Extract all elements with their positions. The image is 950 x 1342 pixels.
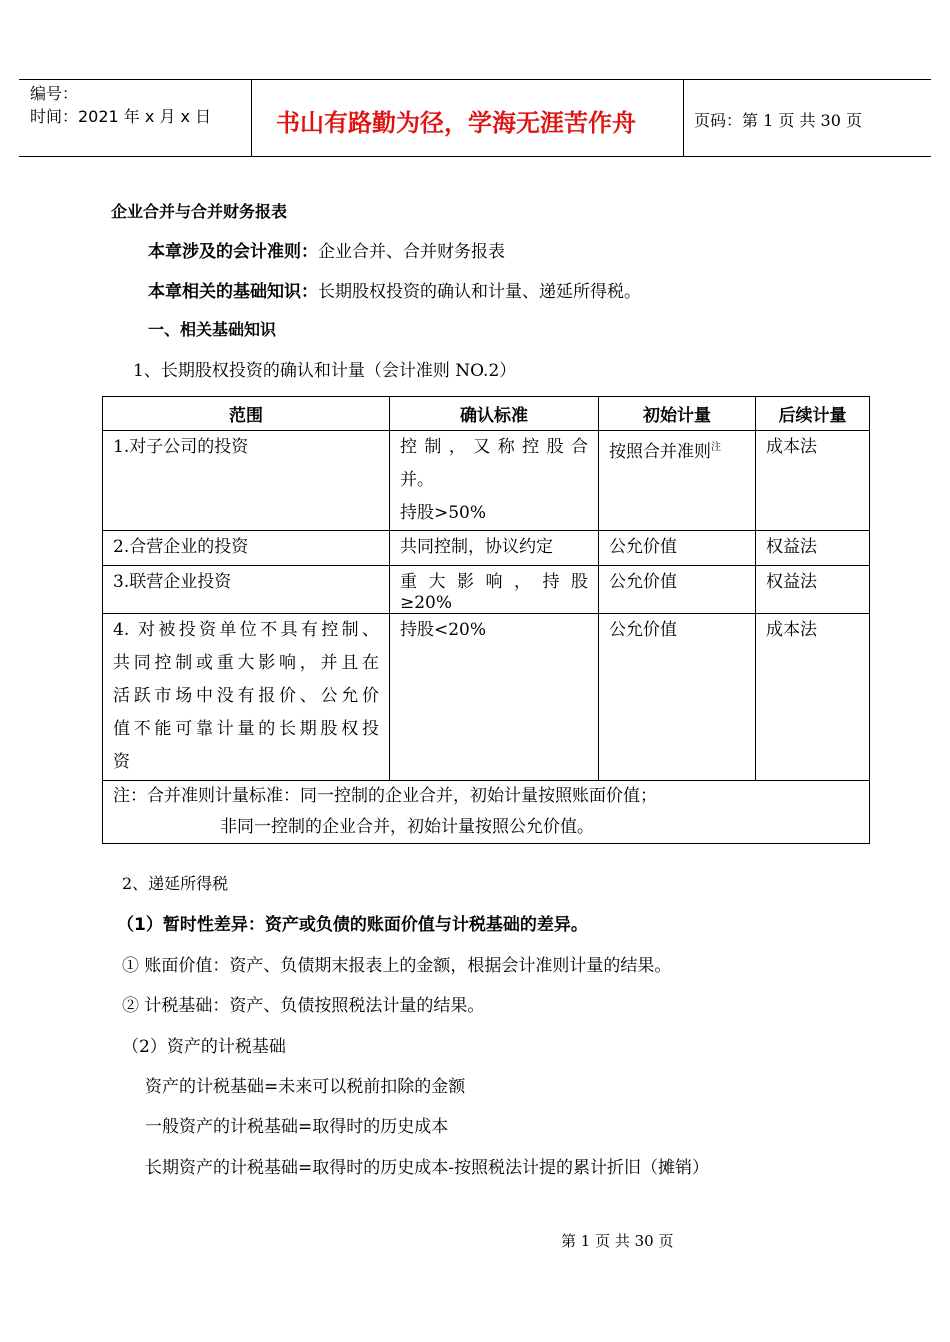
table-note-row bbox=[103, 781, 870, 844]
formula-asset-tax-basis: 资产的计税基础=未来可以税前扣除的金额 bbox=[145, 1077, 466, 1097]
investment-table bbox=[102, 396, 870, 844]
table-cell-scope bbox=[103, 566, 390, 614]
table-header-row bbox=[103, 397, 870, 431]
cell-text: ≥20% bbox=[400, 593, 453, 613]
table-cell-criteria bbox=[390, 566, 599, 614]
table-row bbox=[103, 614, 870, 781]
standards-value: 企业合并、合并财务报表 bbox=[318, 242, 505, 262]
cell-text: 公允价值 bbox=[609, 537, 677, 557]
table-cell-scope bbox=[103, 431, 390, 531]
cell-text: 3.联营企业投资 bbox=[113, 572, 232, 592]
cell-text: 成本法 bbox=[766, 620, 817, 640]
basics-label: 本章相关的基础知识： bbox=[148, 282, 318, 302]
cell-text: 成本法 bbox=[766, 437, 817, 457]
table-cell-initial bbox=[599, 566, 756, 614]
column-header-scope: 范围 bbox=[103, 397, 390, 431]
formula-long-term-asset: 长期资产的计税基础=取得时的历史成本-按照税法计提的累计折旧（摊销） bbox=[145, 1158, 709, 1178]
cell-text: 1.对子公司的投资 bbox=[113, 437, 249, 457]
table-cell-scope bbox=[103, 531, 390, 566]
column-header-initial: 初始计量 bbox=[599, 397, 756, 431]
table-note-cell bbox=[103, 781, 870, 844]
standards-label: 本章涉及的会计准则： bbox=[148, 242, 318, 262]
cell-text: 活跃市场中没有报价、公允价 bbox=[113, 686, 379, 706]
cell-text: 权益法 bbox=[766, 572, 817, 592]
basics-value: 长期股权投资的确认和计量、递延所得税。 bbox=[318, 282, 641, 302]
table-note-line-1: 注：合并准则计量标准：同一控制的企业合并，初始计量按照账面价值； bbox=[113, 786, 657, 806]
section-heading-1: 一、相关基础知识 bbox=[148, 320, 277, 339]
book-value-definition: ① 账面价值：资产、负债期末报表上的金额，根据会计准则计量的结果。 bbox=[122, 956, 672, 976]
table-row bbox=[103, 566, 870, 614]
basics-line bbox=[148, 277, 641, 302]
table-cell-subsequent bbox=[756, 614, 870, 781]
cell-text: 持股>50% bbox=[400, 503, 487, 523]
table-cell-criteria bbox=[390, 531, 599, 566]
table-note-line-2: 非同一控制的企业合并，初始计量按照公允价值。 bbox=[220, 817, 594, 837]
document-time-label: 时间：2021 年 x 月 x 日 bbox=[30, 107, 212, 126]
standards-line bbox=[148, 237, 505, 262]
table-cell-initial bbox=[599, 614, 756, 781]
document-title: 企业合并与合并财务报表 bbox=[111, 202, 288, 221]
cell-text: 公允价值 bbox=[609, 572, 677, 592]
cell-text: 公允价值 bbox=[609, 620, 677, 640]
cell-text: 控 制 ， 又 称 控 股 合 bbox=[400, 437, 588, 457]
header-bottom-rule bbox=[19, 156, 931, 157]
subsection-heading-1: 1、长期股权投资的确认和计量（会计准则 NO.2） bbox=[133, 361, 517, 381]
cell-text: 共同控制，协议约定 bbox=[400, 537, 553, 557]
formula-general-asset: 一般资产的计税基础=取得时的历史成本 bbox=[145, 1117, 449, 1137]
header-page-info: 页码：第 1 页 共 30 页 bbox=[694, 111, 862, 130]
header-divider-left bbox=[251, 79, 252, 156]
temporary-difference-heading: （1）暂时性差异：资产或负债的账面价值与计税基础的差异。 bbox=[117, 915, 588, 935]
page-footer: 第 1 页 共 30 页 bbox=[561, 1232, 674, 1250]
tax-basis-definition: ② 计税基础：资产、负债按照税法计量的结果。 bbox=[122, 996, 485, 1016]
initial-value: 按照合并准则 bbox=[609, 442, 711, 462]
table-cell-scope bbox=[103, 614, 390, 781]
table-cell-subsequent bbox=[756, 566, 870, 614]
cell-text bbox=[609, 431, 745, 469]
note-marker: 注 bbox=[711, 442, 721, 453]
table-cell-initial bbox=[599, 531, 756, 566]
table-row bbox=[103, 531, 870, 566]
column-header-subsequent: 后续计量 bbox=[756, 397, 870, 431]
cell-text: 2.合营企业的投资 bbox=[113, 537, 249, 557]
table-cell-criteria bbox=[390, 431, 599, 531]
table-cell-subsequent bbox=[756, 431, 870, 531]
subsection-heading-2: 2、递延所得税 bbox=[122, 874, 229, 893]
table-row bbox=[103, 431, 870, 531]
cell-text: 重 大 影 响 ， 持 股 bbox=[400, 572, 588, 592]
column-header-criteria: 确认标准 bbox=[390, 397, 599, 431]
cell-text: 并。 bbox=[400, 470, 434, 490]
table-cell-initial bbox=[599, 431, 756, 531]
table-cell-subsequent bbox=[756, 531, 870, 566]
document-number-label: 编号： bbox=[30, 84, 79, 103]
cell-text: 资 bbox=[113, 752, 130, 772]
header-top-rule bbox=[19, 79, 931, 80]
cell-text: 持股<20% bbox=[400, 620, 487, 640]
cell-text: 权益法 bbox=[766, 537, 817, 557]
header-motto: 书山有路勤为径，学海无涯苦作舟 bbox=[276, 108, 636, 137]
cell-text: 4. 对被投资单位不具有控制、 bbox=[113, 620, 379, 640]
cell-text: 共同控制或重大影响，并且在 bbox=[113, 653, 379, 673]
header-divider-right bbox=[683, 79, 684, 156]
table-cell-criteria bbox=[390, 614, 599, 781]
asset-tax-basis-heading: （2）资产的计税基础 bbox=[122, 1037, 286, 1057]
cell-text: 值不能可靠计量的长期股权投 bbox=[113, 719, 379, 739]
